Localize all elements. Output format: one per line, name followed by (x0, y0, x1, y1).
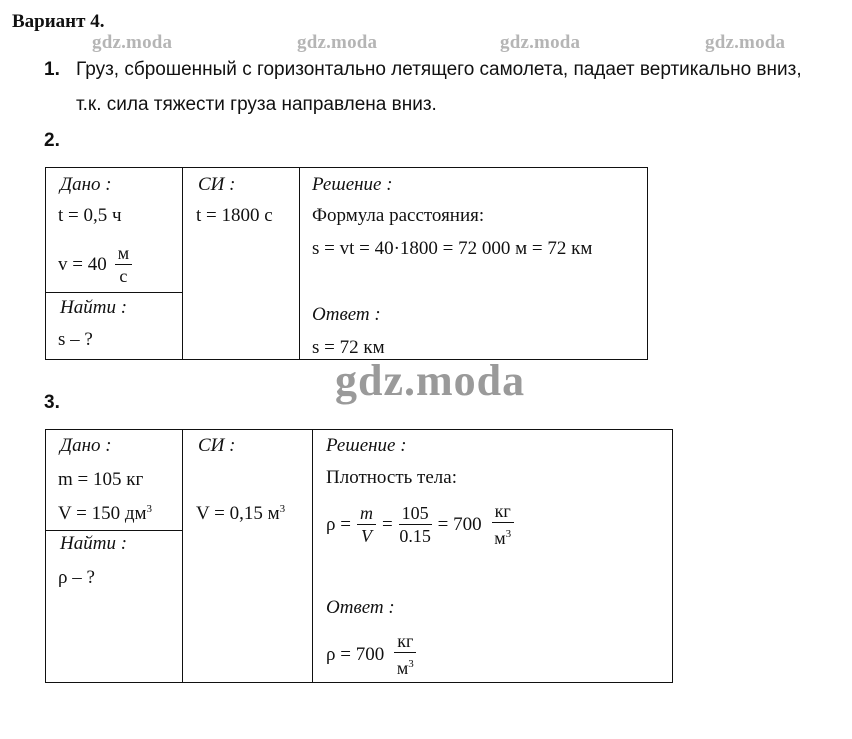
task3-table (45, 429, 673, 683)
task2-table (45, 167, 648, 360)
unit-num: кг (394, 630, 416, 653)
watermark: gdz.moda (500, 32, 581, 53)
answer (326, 630, 416, 679)
si-volume-sup: 3 (279, 503, 286, 515)
formula: s = vt = 40·1800 = 72 000 м = 72 км (312, 238, 593, 259)
answer-unit (394, 630, 416, 679)
find-value: s – ? (58, 329, 93, 350)
task2-number: 2. (44, 130, 60, 151)
reshenie-label: Решение : (326, 435, 407, 456)
page-title: Вариант 4. (12, 11, 105, 32)
najti-label: Найти : (60, 533, 128, 554)
given-volume (58, 503, 152, 525)
watermark: gdz.moda (297, 32, 378, 53)
result: = 700 (437, 513, 482, 535)
speed-unit (115, 242, 132, 287)
unit-den: $м^3$ (494, 528, 512, 548)
dano-label: Дано : (60, 174, 112, 195)
formula-label: Плотность тела: (326, 467, 457, 488)
speed-value: v = 40 (58, 253, 107, 275)
given-time: t = 0,5 ч (58, 205, 122, 226)
rho-symbol: ρ = (326, 513, 351, 535)
fraction-m-v (357, 502, 376, 547)
given-mass: m = 105 кг (58, 469, 144, 490)
task1-line2: т.к. сила тяжести груза направлена вниз. (76, 94, 437, 115)
answer-value: ρ = 700 (326, 643, 385, 665)
frac-den: V (360, 526, 372, 546)
unit-fraction (492, 500, 514, 549)
task1 (44, 52, 802, 122)
otvet-label: Ответ : (312, 304, 381, 325)
si-volume-value: V = 0,15 м (196, 503, 280, 524)
si-label: СИ : (198, 174, 236, 195)
reshenie-label: Решение : (312, 174, 393, 195)
fraction-values (399, 502, 432, 547)
task1-line1: Груз, сброшенный с горизонтально летящего самолета, падает вертикально вниз, (76, 59, 802, 80)
watermark: gdz.moda (92, 32, 173, 53)
volume-value: V = 150 дм (58, 503, 147, 524)
task3-number: 3. (44, 392, 60, 413)
formula-label: Формула расстояния: (312, 205, 485, 226)
answer: s = 72 км (312, 337, 385, 358)
najti-label: Найти : (60, 297, 128, 318)
unit-den: с (119, 266, 128, 286)
frac-den: 0.15 (399, 526, 431, 546)
given-speed (58, 242, 132, 287)
equals: = (381, 513, 393, 535)
unit-den: $м^3$ (396, 658, 414, 678)
volume-sup: 3 (146, 503, 153, 515)
watermark: gdz.moda (705, 32, 786, 53)
watermark-large: gdz.moda (335, 356, 526, 405)
task1-number: 1. (44, 59, 60, 80)
density-formula (326, 500, 514, 549)
frac-num: 105 (399, 502, 432, 525)
frac-num: m (357, 502, 376, 525)
find-value: ρ – ? (58, 567, 95, 588)
dano-label: Дано : (60, 435, 112, 456)
otvet-label: Ответ : (326, 597, 395, 618)
si-volume (196, 503, 285, 525)
unit-num: м (115, 242, 132, 265)
si-label: СИ : (198, 435, 236, 456)
si-time: t = 1800 с (196, 205, 273, 226)
unit-num: кг (492, 500, 514, 523)
